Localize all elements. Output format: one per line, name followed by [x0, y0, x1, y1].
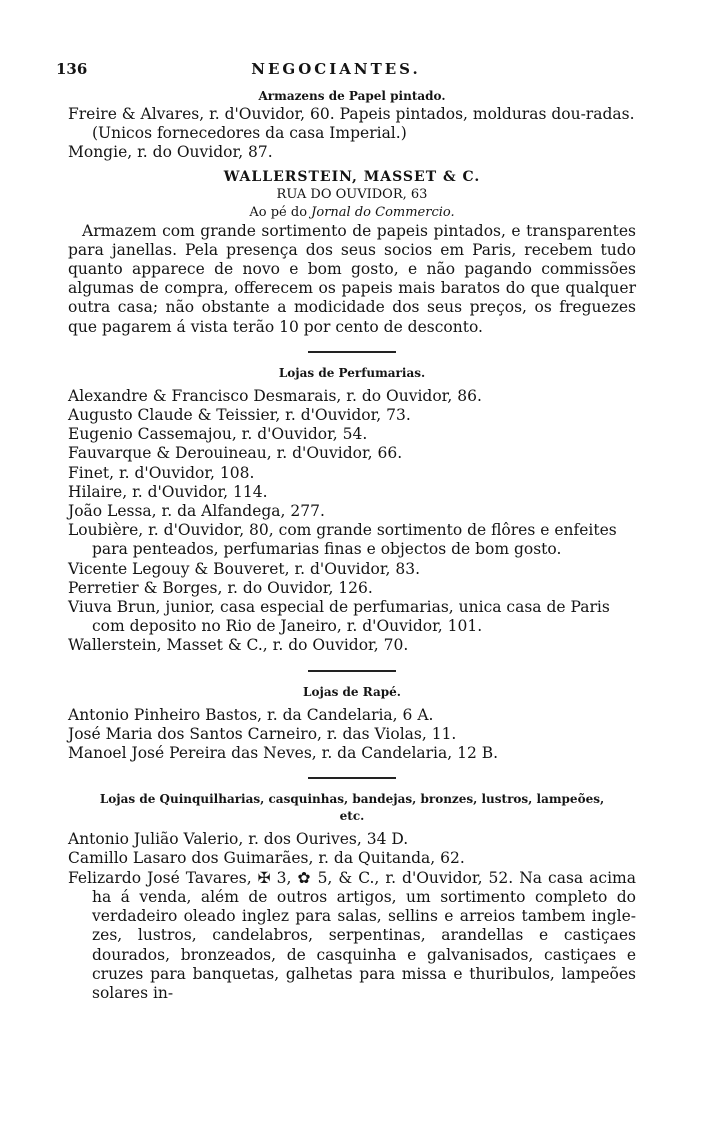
divider [308, 777, 396, 779]
section-title-rape: Lojas de Rapé. [303, 684, 401, 699]
running-title: NEGOCIANTES. [251, 60, 421, 78]
list-item: Freire & Alvares, r. d'Ouvidor, 60. Papeis pintados, molduras dou-radas. (Unicos fornecedores da casa Imperial.) [68, 105, 635, 143]
list-item: João Lessa, r. da Alfandega, 277. [68, 502, 325, 521]
page-header [56, 60, 616, 84]
list-item: Manoel José Pereira das Neves, r. da Candelaria, 12 B. [68, 744, 499, 763]
advert-location-paper: Jornal do Commercio. [311, 204, 455, 220]
advert-firm-name: WALLERSTEIN, MASSET & C. [223, 168, 481, 185]
list-item: Augusto Claude & Teissier, r. d'Ouvidor, 73. [68, 406, 411, 425]
advert-address: RUA DO OUVIDOR, 63 [276, 186, 428, 202]
list-item: Viuva Brun, junior, casa especial de perfumarias, unica casa de Paris com deposito no Rio de Janeiro, r. d'Ouvidor, 101. [68, 598, 610, 636]
list-item: Perretier & Borges, r. do Ouvidor, 126. [68, 578, 373, 597]
list-item: Alexandre & Francisco Desmarais, r. do Ouvidor, 86. [68, 386, 482, 405]
list-item: Eugenio Cassemajou, r. d'Ouvidor, 54. [68, 425, 368, 444]
page-number: 136 [56, 60, 88, 78]
list-item: Wallerstein, Masset & C., r. do Ouvidor, 70. [68, 636, 409, 655]
section-title-papel: Armazens de Papel pintado. [258, 89, 446, 103]
list-item: Loubière, r. d'Ouvidor, 80, com grande sortimento de flôres e enfeites para penteados, perfumarias finas e objectos de bom gosto. [68, 521, 617, 559]
list-item: José Maria dos Santos Carneiro, r. das Violas, 11. [68, 724, 457, 743]
list-item: Vicente Legouy & Bouveret, r. d'Ouvidor, 83. [68, 559, 421, 578]
divider [308, 351, 396, 353]
list-item: Camillo Lasaro dos Guimarães, r. da Quitanda, 62. [68, 849, 465, 868]
advert-location-prefix: Ao pé do [249, 204, 308, 220]
list-item: Finet, r. d'Ouvidor, 108. [68, 463, 255, 482]
list-item: Antonio Julião Valerio, r. dos Ourives, 34 D. [68, 830, 409, 849]
section-title-perfumarias: Lojas de Perfumarias. [278, 365, 426, 380]
list-item: Antonio Pinheiro Bastos, r. da Candelaria, 6 A. [68, 705, 434, 724]
list-item: Felizardo José Tavares, ✠ 3, ✿ 5, & C., r. d'Ouvidor, 52. Na casa acima ha á venda, além de outros artigos, um sortimento completo do verdadeiro oleado inglez para salas, sellins e arreios tambem ingle-zes, lustros, candelabros, serpentinas, arandellas e castiçaes dourados, bronzeados, de casquinha e galvanisados, castiçaes e cruzes para banquetas, galhetas para missa e thuribulos, lampeões solares in- [68, 868, 636, 1002]
advert-location [68, 204, 636, 222]
list-item: Hilaire, r. d'Ouvidor, 114. [68, 482, 268, 501]
advert-text: Armazem com grande sortimento de papeis pintados, e transparentes para janellas. Pela presença dos seus socios em Paris, recebem tudo quanto apparece de novo e bom gosto, e não pagando commissões algumas de compra, offerecem os papeis mais baratos do que qualquer outra casa; não obstante a modicidade dos seus preços, os freguezes que pagarem á vista terão 10 por cento de desconto. [68, 221, 636, 336]
section-title-quinquilharias: Lojas de Quinquilharias, casquinhas, bandejas, bronzes, lustros, lampeões, etc. [99, 792, 605, 824]
divider [308, 670, 396, 672]
directory-content [68, 88, 636, 1003]
list-item: Mongie, r. do Ouvidor, 87. [68, 143, 273, 162]
list-item: Fauvarque & Derouineau, r. d'Ouvidor, 66. [68, 444, 403, 463]
